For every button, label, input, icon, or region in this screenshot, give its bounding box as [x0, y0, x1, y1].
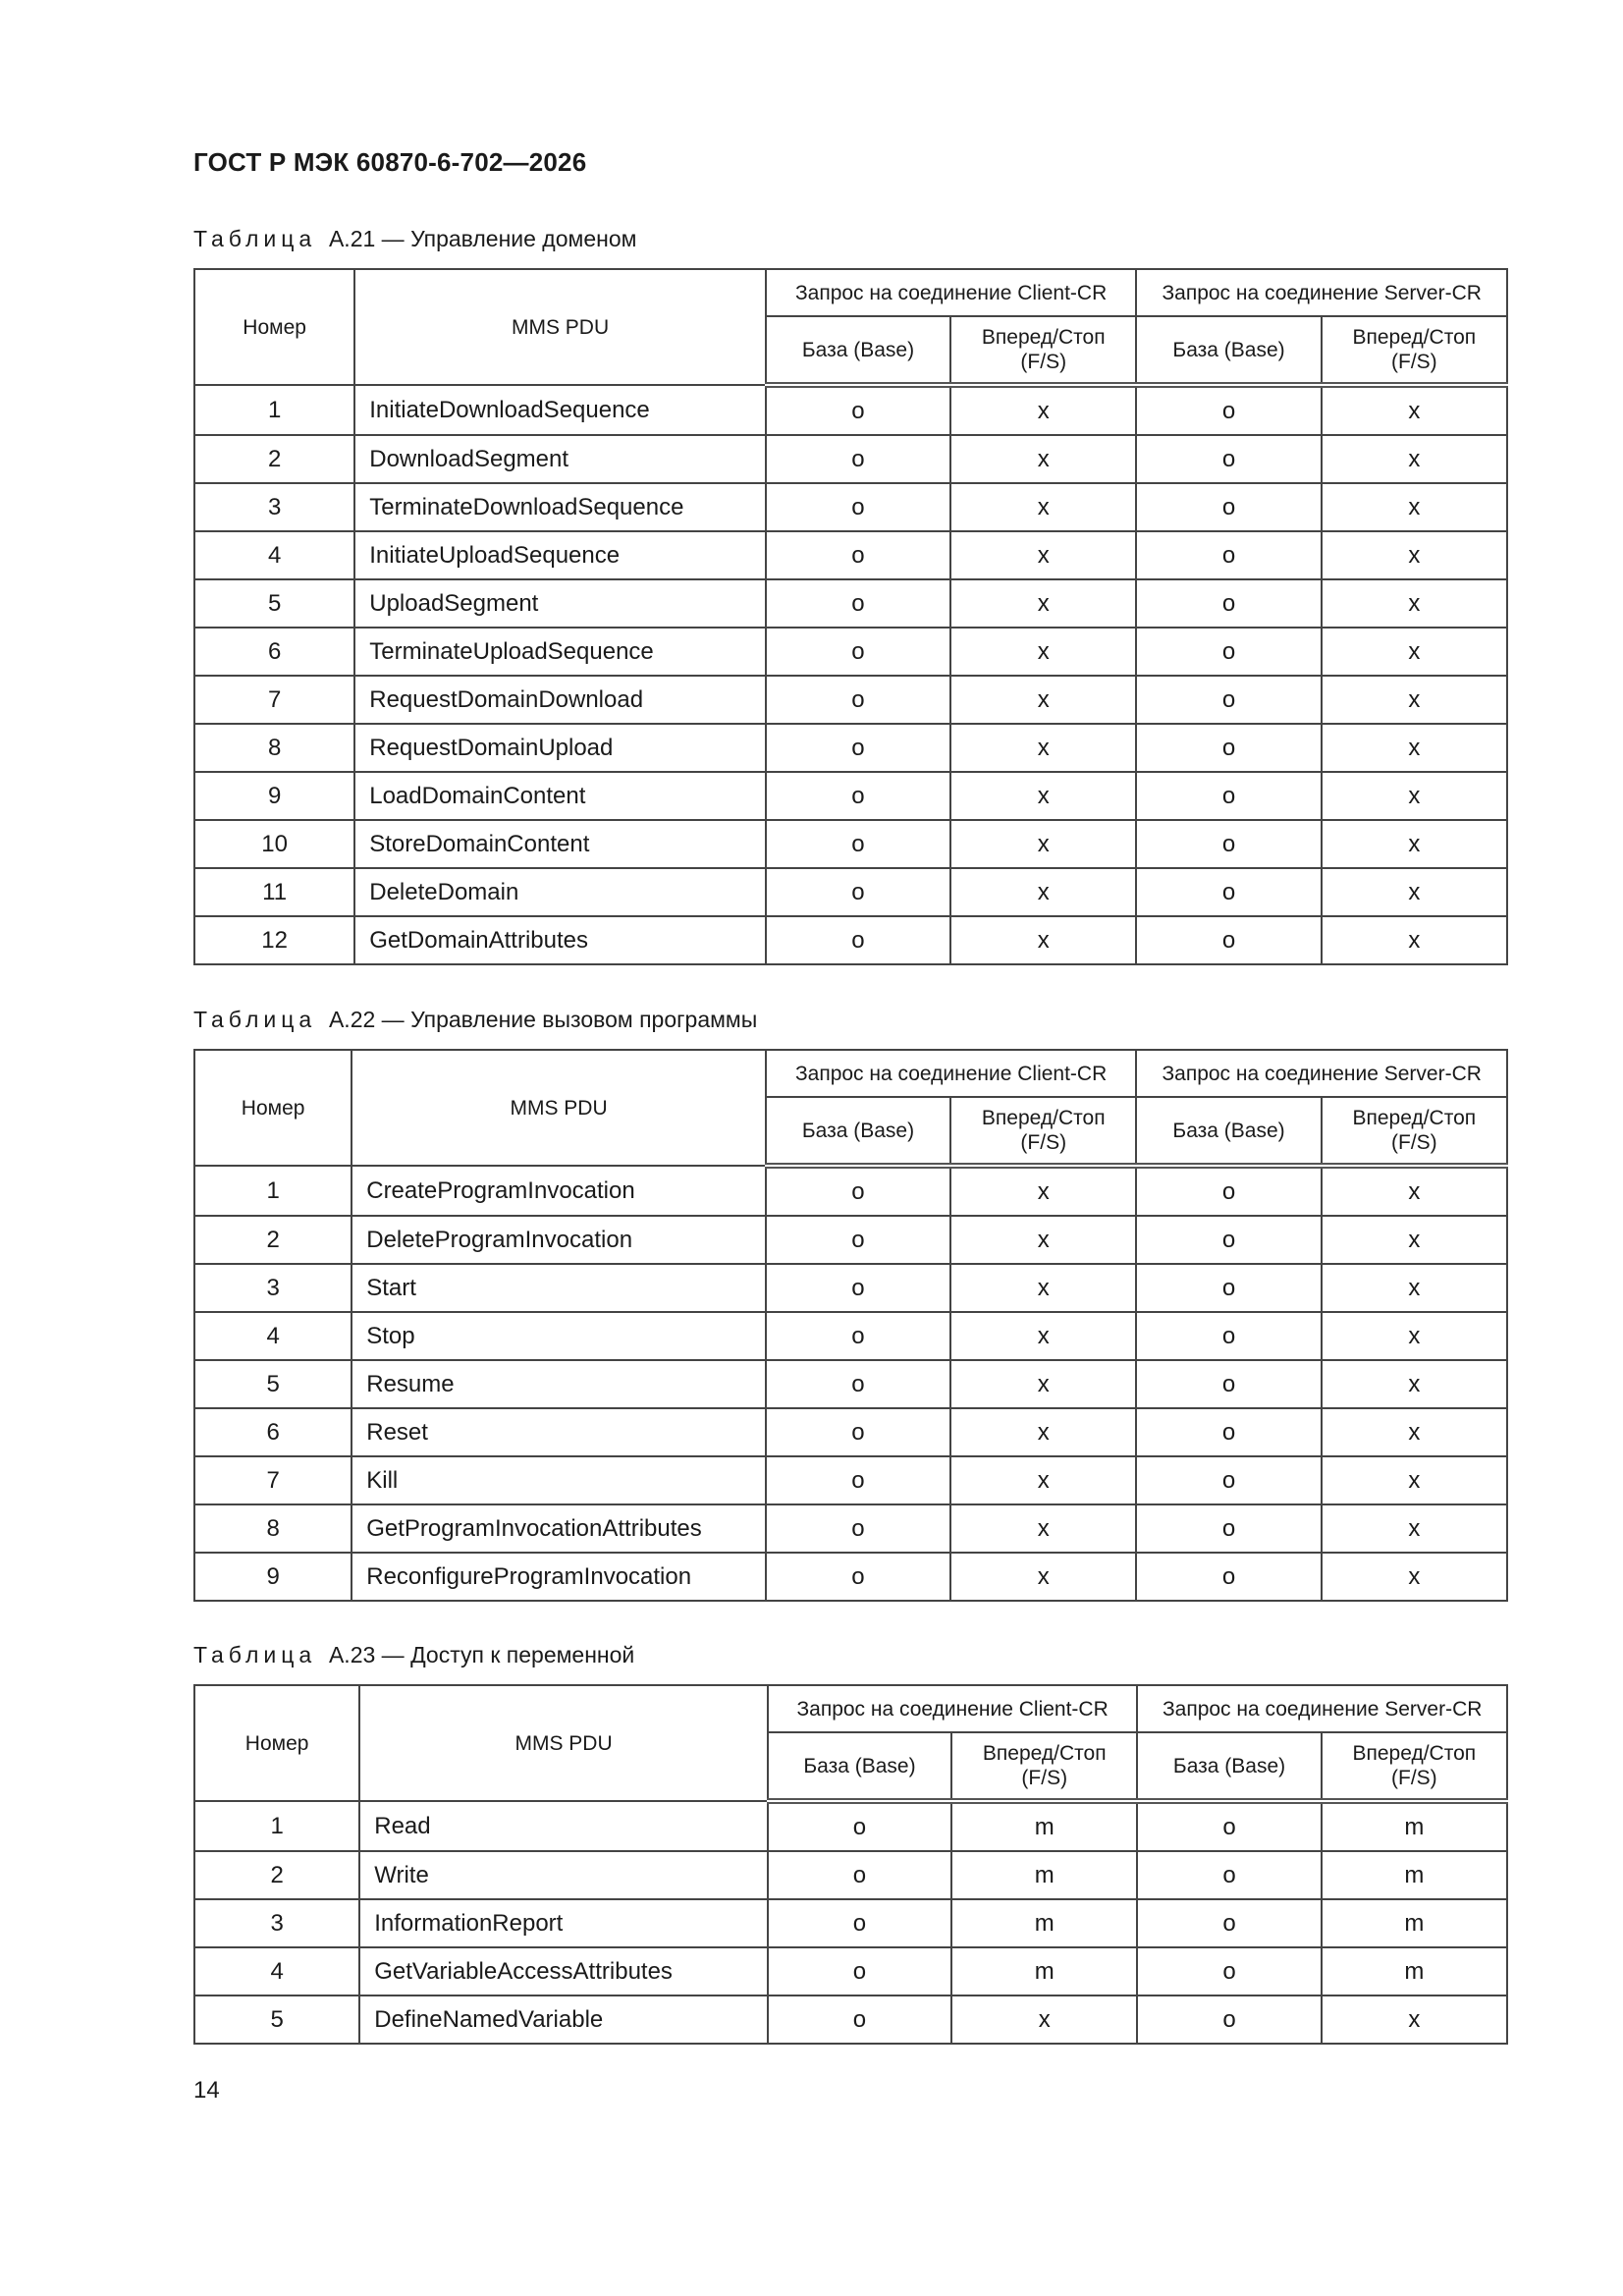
cell-server-base: o: [1136, 628, 1321, 676]
cell-pdu: Read: [359, 1801, 768, 1851]
cell-pdu: Resume: [352, 1360, 766, 1408]
cell-server-base: o: [1136, 385, 1321, 435]
table-row: [194, 1947, 1507, 1995]
cell-server-base: o: [1136, 916, 1321, 964]
cell-server-base: o: [1137, 1947, 1321, 1995]
cell-client-base: o: [766, 435, 950, 483]
fs-line2: (F/S): [1391, 351, 1437, 373]
table-caption: [193, 226, 636, 252]
cell-number: 6: [194, 628, 354, 676]
cell-pdu: DefineNamedVariable: [359, 1995, 768, 2044]
cell-client-base: o: [766, 385, 950, 435]
cell-pdu: RequestDomainUpload: [354, 724, 766, 772]
cell-client-base: o: [766, 1504, 950, 1553]
cell-number: 5: [194, 579, 354, 628]
cell-client-fs: x: [950, 868, 1136, 916]
cell-client-fs: x: [950, 1456, 1136, 1504]
cell-server-fs: x: [1322, 435, 1507, 483]
cell-client-base: o: [766, 1166, 950, 1216]
table-row: [194, 385, 1507, 435]
cell-server-base: o: [1136, 1360, 1321, 1408]
table-row: [194, 1504, 1507, 1553]
cell-number: 1: [194, 385, 354, 435]
cell-number: 10: [194, 820, 354, 868]
cell-client-fs: x: [950, 531, 1136, 579]
table-row: [194, 724, 1507, 772]
cell-client-base: o: [766, 676, 950, 724]
header-server-fs: [1322, 1097, 1507, 1166]
cell-server-base: o: [1136, 1456, 1321, 1504]
cell-server-fs: x: [1322, 1312, 1507, 1360]
table-row: [194, 1801, 1507, 1851]
fs-line1: Вперед/Стоп: [1352, 1742, 1477, 1765]
cell-server-base: o: [1136, 1166, 1321, 1216]
table-row: [194, 579, 1507, 628]
cell-number: 9: [194, 772, 354, 820]
cell-pdu: DeleteDomain: [354, 868, 766, 916]
cell-server-fs: m: [1322, 1899, 1507, 1947]
cell-server-base: o: [1137, 1801, 1321, 1851]
cell-number: 8: [194, 1504, 352, 1553]
cell-number: 6: [194, 1408, 352, 1456]
table-row: [194, 1312, 1507, 1360]
table-caption: [193, 1642, 634, 1668]
table-row: [194, 1408, 1507, 1456]
cell-client-fs: x: [950, 724, 1136, 772]
table-a21: [193, 268, 1508, 965]
cell-server-base: o: [1136, 1408, 1321, 1456]
cell-number: 4: [194, 1947, 359, 1995]
table-row: [194, 1456, 1507, 1504]
cell-pdu: Stop: [352, 1312, 766, 1360]
cell-server-base: o: [1137, 1899, 1321, 1947]
cell-client-fs: x: [950, 628, 1136, 676]
header-client-fs: [951, 1732, 1137, 1801]
table-row: [194, 868, 1507, 916]
caption-word: Таблица: [193, 226, 317, 251]
header-client-fs: [950, 1097, 1136, 1166]
cell-number: 12: [194, 916, 354, 964]
header-server-base: База (Base): [1136, 316, 1321, 385]
fs-line2: (F/S): [1391, 1131, 1437, 1154]
cell-pdu: Write: [359, 1851, 768, 1899]
table-row: [194, 1360, 1507, 1408]
page-header: ГОСТ Р МЭК 60870-6-702—2026: [193, 147, 587, 177]
cell-client-base: o: [766, 531, 950, 579]
cell-client-fs: x: [950, 676, 1136, 724]
cell-server-fs: x: [1322, 772, 1507, 820]
header-client-group: Запрос на соединение Client-CR: [766, 269, 1137, 316]
page-number: 14: [193, 2077, 220, 2104]
cell-client-fs: x: [950, 1360, 1136, 1408]
cell-server-fs: x: [1322, 868, 1507, 916]
cell-pdu: InformationReport: [359, 1899, 768, 1947]
cell-client-fs: x: [950, 1166, 1136, 1216]
cell-server-fs: m: [1322, 1947, 1507, 1995]
table-row: [194, 628, 1507, 676]
cell-number: 3: [194, 1264, 352, 1312]
cell-client-base: o: [766, 916, 950, 964]
cell-client-fs: x: [951, 1995, 1137, 2044]
cell-client-base: o: [766, 820, 950, 868]
cell-server-fs: x: [1322, 628, 1507, 676]
fs-line1: Вперед/Стоп: [1352, 326, 1477, 349]
cell-number: 4: [194, 1312, 352, 1360]
table-caption: [193, 1007, 757, 1033]
cell-server-fs: x: [1322, 916, 1507, 964]
cell-server-base: o: [1137, 1995, 1321, 2044]
cell-server-fs: x: [1322, 1360, 1507, 1408]
table-row: [194, 1264, 1507, 1312]
header-server-group: Запрос на соединение Server-CR: [1136, 269, 1507, 316]
cell-client-fs: m: [951, 1899, 1137, 1947]
table-row: [194, 916, 1507, 964]
cell-client-base: o: [766, 579, 950, 628]
cell-pdu: Kill: [352, 1456, 766, 1504]
cell-server-fs: x: [1322, 1504, 1507, 1553]
cell-server-fs: x: [1322, 579, 1507, 628]
header-pdu: MMS PDU: [354, 269, 766, 385]
table-row: [194, 1995, 1507, 2044]
cell-server-base: o: [1136, 1553, 1321, 1601]
cell-pdu: InitiateUploadSequence: [354, 531, 766, 579]
cell-server-fs: x: [1322, 1216, 1507, 1264]
cell-server-fs: x: [1322, 531, 1507, 579]
cell-server-base: o: [1136, 1264, 1321, 1312]
cell-server-base: o: [1136, 1312, 1321, 1360]
cell-server-fs: x: [1322, 1264, 1507, 1312]
cell-client-fs: m: [951, 1801, 1137, 1851]
cell-server-fs: x: [1322, 820, 1507, 868]
header-client-base: База (Base): [766, 316, 950, 385]
fs-line2: (F/S): [1391, 1767, 1437, 1789]
header-server-fs: [1322, 1732, 1507, 1801]
header-server-group: Запрос на соединение Server-CR: [1136, 1050, 1507, 1097]
cell-number: 2: [194, 1216, 352, 1264]
header-server-group: Запрос на соединение Server-CR: [1137, 1685, 1507, 1732]
cell-client-fs: x: [950, 1312, 1136, 1360]
cell-pdu: Start: [352, 1264, 766, 1312]
fs-line1: Вперед/Стоп: [1352, 1107, 1477, 1129]
cell-client-base: o: [766, 483, 950, 531]
cell-client-base: o: [766, 1408, 950, 1456]
cell-number: 11: [194, 868, 354, 916]
table-row: [194, 1851, 1507, 1899]
cell-client-base: o: [768, 1851, 951, 1899]
header-number: Номер: [194, 1685, 359, 1801]
caption-word: Таблица: [193, 1642, 317, 1667]
cell-client-fs: x: [950, 772, 1136, 820]
cell-server-fs: x: [1322, 724, 1507, 772]
cell-number: 8: [194, 724, 354, 772]
cell-client-base: o: [768, 1899, 951, 1947]
cell-pdu: CreateProgramInvocation: [352, 1166, 766, 1216]
caption-title: А.21 — Управление доменом: [328, 226, 637, 251]
header-client-group: Запрос на соединение Client-CR: [768, 1685, 1138, 1732]
cell-server-fs: x: [1322, 1456, 1507, 1504]
cell-pdu: GetProgramInvocationAttributes: [352, 1504, 766, 1553]
header-server-base: База (Base): [1137, 1732, 1321, 1801]
cell-server-base: o: [1136, 483, 1321, 531]
cell-client-fs: x: [950, 1408, 1136, 1456]
cell-client-fs: m: [951, 1851, 1137, 1899]
cell-number: 4: [194, 531, 354, 579]
header-client-base: База (Base): [768, 1732, 951, 1801]
cell-number: 3: [194, 1899, 359, 1947]
cell-client-base: o: [766, 1553, 950, 1601]
cell-pdu: Reset: [352, 1408, 766, 1456]
cell-client-fs: x: [950, 1216, 1136, 1264]
table-row: [194, 676, 1507, 724]
cell-server-fs: x: [1322, 1166, 1507, 1216]
cell-client-base: o: [766, 772, 950, 820]
cell-client-base: o: [766, 1264, 950, 1312]
cell-pdu: LoadDomainContent: [354, 772, 766, 820]
cell-client-fs: x: [950, 483, 1136, 531]
cell-server-fs: x: [1322, 385, 1507, 435]
cell-server-base: o: [1136, 676, 1321, 724]
cell-pdu: ReconfigureProgramInvocation: [352, 1553, 766, 1601]
fs-line1: Вперед/Стоп: [981, 1107, 1106, 1129]
fs-line2: (F/S): [1020, 1131, 1067, 1154]
cell-client-base: o: [766, 868, 950, 916]
caption-word: Таблица: [193, 1007, 317, 1032]
table-row: [194, 1553, 1507, 1601]
cell-server-fs: m: [1322, 1851, 1507, 1899]
cell-server-base: o: [1136, 868, 1321, 916]
cell-pdu: DownloadSegment: [354, 435, 766, 483]
header-server-fs: [1322, 316, 1507, 385]
cell-pdu: GetDomainAttributes: [354, 916, 766, 964]
caption-title: А.23 — Доступ к переменной: [328, 1642, 635, 1667]
header-pdu: MMS PDU: [352, 1050, 766, 1166]
cell-pdu: GetVariableAccessAttributes: [359, 1947, 768, 1995]
cell-server-base: o: [1136, 1216, 1321, 1264]
table-row: [194, 435, 1507, 483]
cell-client-fs: x: [950, 1504, 1136, 1553]
cell-number: 2: [194, 435, 354, 483]
cell-client-base: o: [768, 1995, 951, 2044]
cell-number: 1: [194, 1166, 352, 1216]
cell-pdu: RequestDomainDownload: [354, 676, 766, 724]
cell-server-fs: x: [1322, 483, 1507, 531]
cell-number: 9: [194, 1553, 352, 1601]
caption-title: А.22 — Управление вызовом программы: [328, 1007, 758, 1032]
header-client-fs: [950, 316, 1136, 385]
cell-number: 5: [194, 1360, 352, 1408]
cell-client-base: o: [766, 1216, 950, 1264]
header-number: Номер: [194, 1050, 352, 1166]
cell-client-base: o: [766, 628, 950, 676]
cell-number: 5: [194, 1995, 359, 2044]
cell-server-base: o: [1136, 772, 1321, 820]
cell-number: 3: [194, 483, 354, 531]
cell-server-base: o: [1136, 820, 1321, 868]
header-client-group: Запрос на соединение Client-CR: [766, 1050, 1137, 1097]
cell-client-fs: x: [950, 1264, 1136, 1312]
cell-server-fs: x: [1322, 1408, 1507, 1456]
cell-server-base: o: [1136, 1504, 1321, 1553]
cell-client-fs: x: [950, 916, 1136, 964]
fs-line2: (F/S): [1020, 351, 1067, 373]
header-number: Номер: [194, 269, 354, 385]
table-a22: [193, 1049, 1508, 1602]
cell-client-base: o: [766, 724, 950, 772]
cell-server-fs: m: [1322, 1801, 1507, 1851]
cell-number: 7: [194, 1456, 352, 1504]
fs-line2: (F/S): [1021, 1767, 1068, 1789]
table-row: [194, 483, 1507, 531]
cell-client-fs: x: [950, 435, 1136, 483]
cell-pdu: UploadSegment: [354, 579, 766, 628]
cell-server-fs: x: [1322, 676, 1507, 724]
header-pdu: MMS PDU: [359, 1685, 768, 1801]
cell-client-fs: m: [951, 1947, 1137, 1995]
fs-line1: Вперед/Стоп: [981, 326, 1106, 349]
cell-client-fs: x: [950, 579, 1136, 628]
cell-server-fs: x: [1322, 1553, 1507, 1601]
cell-client-base: o: [768, 1947, 951, 1995]
cell-server-base: o: [1136, 435, 1321, 483]
cell-server-base: o: [1136, 724, 1321, 772]
header-client-base: База (Base): [766, 1097, 950, 1166]
cell-pdu: DeleteProgramInvocation: [352, 1216, 766, 1264]
table-row: [194, 772, 1507, 820]
table-row: [194, 820, 1507, 868]
cell-client-base: o: [766, 1456, 950, 1504]
table-row: [194, 1899, 1507, 1947]
table-row: [194, 1216, 1507, 1264]
cell-number: 2: [194, 1851, 359, 1899]
cell-client-base: o: [766, 1312, 950, 1360]
cell-server-base: o: [1137, 1851, 1321, 1899]
cell-server-base: o: [1136, 579, 1321, 628]
cell-client-fs: x: [950, 385, 1136, 435]
cell-client-base: o: [768, 1801, 951, 1851]
cell-pdu: TerminateUploadSequence: [354, 628, 766, 676]
cell-server-base: o: [1136, 531, 1321, 579]
fs-line1: Вперед/Стоп: [982, 1742, 1107, 1765]
cell-number: 7: [194, 676, 354, 724]
table-row: [194, 1166, 1507, 1216]
cell-pdu: TerminateDownloadSequence: [354, 483, 766, 531]
header-server-base: База (Base): [1136, 1097, 1321, 1166]
cell-client-fs: x: [950, 820, 1136, 868]
cell-server-fs: x: [1322, 1995, 1507, 2044]
cell-number: 1: [194, 1801, 359, 1851]
cell-client-base: o: [766, 1360, 950, 1408]
cell-client-fs: x: [950, 1553, 1136, 1601]
cell-pdu: StoreDomainContent: [354, 820, 766, 868]
table-row: [194, 531, 1507, 579]
table-a23: [193, 1684, 1508, 2045]
cell-pdu: InitiateDownloadSequence: [354, 385, 766, 435]
